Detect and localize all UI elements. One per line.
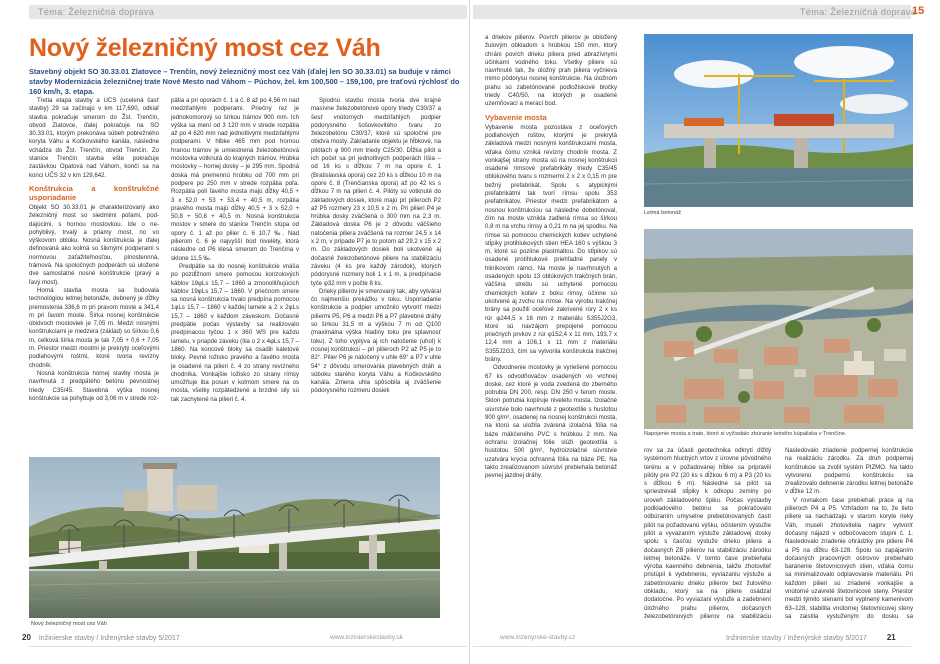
paragraph: rov sa za účasti geotechnika odkrytí dlžitý systémom hlucbých vrtov z úrovne pôvodného terénu a v požadovanej hĺbke sa pripravili pilóty pre P2 (20 ks s dĺžkou 6 m) a P3 (20 ks s dĺžkou 6 m). Následne sa pilót sa spriestrevali stĺpiky k odkopu zeminy po úroveň základového špiku. Počas výstavby podkladového betónu sa pokračovalo odbúraním umyselne prebetónovaných častí pilót na požadovanú výšku, očistením výstužie pilót a vyvazaním výstuže základovej dosky spolu s časťou výstuže drieku piliera a dočasných ZB pilierov na stabilizáciu zárodku letmej betonáže. V tomto čase prebiehala výroba kaenného debnenia, takže zhotoviteľ pristúpil k vydebneniu, vyviazaniu výstuže a zabetónovaniu drieku pilierov bez žulového obkladu, ktorý sa na piliere osádzal dodatočne. Po vyviazaní výstuže a zadebnení úložného prahu pilierov, dočasných železobetónových pilierov na stabilizáciu [644, 447, 771, 620]
issue-left: 5/2017 [158, 635, 180, 642]
column-4 [485, 34, 617, 620]
column-5 [644, 447, 771, 620]
photo-caption-aerial: Napojenie mosta a trate, ktoré si vyžiadalo zbúranie letného kúpaliska v Trenčíne. [644, 431, 847, 437]
article-lead: Stavebný objekt SO 30.33.01 Zlatovce – Trenčín, nový železničný most cez Váh (ďalej len SO 30.33.01) sa buduje v rámci stavby Modernizácia železničnej trate Nové Mesto nad Váhom – Púchov, žel. km 100,500 – 159,100, pre traťovú rýchlosť do 160 km/h, 3. etapa. [29, 67, 460, 97]
page-number-top: 15 [912, 5, 925, 17]
issue-right: 5/2017 [845, 635, 867, 642]
paragraph: Odvodnenie mostovky je vyriešené pomocou 67 ks odvodňovačov osadených vo vrchnej doske, cez ktoré je voda zvedená do zberného potrubia DN 200, resp. DN 250 v ferom moste. Sklon potrubia kopíruje niveletu mosta. Izolačné súvrstvie bolo navrhnuté z geotextílie s hustotou 900 g/m², osadenej na nosnej konštrukcii mosta, na ktorú sa uložila zvárená izolačná fólia na báze mäkčeného PVC s hrúbkou 2 mm. Na ochranu izolačnej fólie slúži geotextília s hustotou 500 g/m², hydroizolačné súvrstvie uzatvára krycia ochranná fólia na báze PE. Na takto zrealizovanom súvrství prebiehala betonáž pevnej jazdnej dráhy. [485, 364, 617, 480]
magazine-name-left: Inžinierske stavby / Inženýrské stavby [38, 635, 157, 642]
aerial-illustration [644, 229, 913, 429]
paragraph: Vybavenie mosta pozostáva z oceľových podlahových roštov, ktorými je prekrytá základová medzi nosnými konštrukciami mosta, vďaka čomu vzniká revízny chodník mosta. Z vonkajšej strany mosta sú na nosnej konštrukcii osadené rímsové prefabrikáty triedy C35/45 oblúkového tvaru s rozmermi 2 x 2 x 0,15 m pre bežný prefabrikát. Spolu s atypickými prefabrikátmi tak tvorí rímsu spolu 353 prefabrikátov. Priestor medzi prefabrikátom a nosnou konštrukciou sa následne dobetónoval, čím na moste vznikla zadlená rímsa so šírkou 0,8 m na vrchu rímsy a 0,21 m na jej spodku. Na rímse sú pomocou chemických kotiev uchytené stĺpiky protihlukových stien HEA 160 s výškou 3 m, ktoré sú poziíne plastmaltou. Do stĺpikov sú osadené protihlukové priehľadné panely v hliníkovom rámci. Na moste je navrhnutých a osadených spolu 13 oblúkových trakčných brán, väčšina stredu sú uchytené pomocou chemických kotiev z boku rímsy, účinne sú ukotvené aj zvchu na rímse. Na výrobu trakčnej brány sa použili oceľové zakrivené rúry 2 x ks rúr φ244,5 x 16 mm z materiálu S355J2G3, ktoré sú navzájom prepojené pomocou priečnych prvkov z rúr φ152,4 x 11 mm, 193,7 x 12,4 mm a 106,1 x 11 mm z materiálu S355J2G3, čím sa vytvorila konštrukcia trakčnej brány. [485, 123, 617, 363]
page-gutter [469, 0, 470, 664]
column-3 [311, 97, 441, 409]
topic-label-left: Téma: Železničná doprava [38, 7, 155, 17]
paragraph: a driekov pilierov. Povrch pilierov je obložený žulovým obkladom s hrúbkou 150 mm, ktorý chráni povrch drieku piliera pred abrazívnymi účinkami vodného toku. Všetky piliere sú navrhnuté tak, že úložný prah piliera vyčnieva mimo pôdorysu nosnej konštrukcie. Na úložnom prahu sú zabetónované podložiskové bločky triedy C40/50, na ktorých je osadené uzemňovací a merací bod. [485, 34, 617, 108]
column-1 [29, 97, 159, 409]
section-heading-equipment: Vybavenie mosta [485, 112, 547, 122]
page-number-left: 20 [22, 633, 31, 642]
paragraph: Spodnú stavbu mosta tvoria dve krajné masívne železobetónové opory triedy C30/37 a šesť vnútorných medziľahlých podpier pódorysného šošovkovitého tvaru zo železobetónu C30/37, ktoré sú spoločné pre obidva mosty. Základanie objektu je hĺbkové, na pilótach φ 900 mm triedy C25/30. Dĺžka pilót a ich počet sa pri jednotlivých podperách líšia – od 16 ks s dĺžkou 7 m na opore č. 1 (Bratislavská opora) cez 20 ks s dĺžkou 10 m na opore č. 8 (Trenčianska opora) až po 42 ks s dĺžkou 7 m na pilieri č. 4. Pilóty sú votknuté do základových dosiek, ktoré majú pri pilieroch P2 až P5 rozmery 23 x 10,5 x 2 m. Pri pilieri P4 je hrúbka dosky zväčšená o 300 mm na 2,3 m. Základová doska P6 je z dôvodu väčšieho natočenia piliera zväčšená na rozmer 24,5 x 14 x 2 m, v prípade P7 je to potom až 29,2 x 15 x 2 m. Do základových dosiek boli ukotvené aj dočasné železobetónové piliere na stabilizáciu záveku (4 ks pre každý zárodok), ktorých pódorysné rozmery boli 1 x 1 m, a predpínacie tyče φ32 mm v počte 8 ks. [311, 97, 441, 287]
footer-right [726, 633, 896, 642]
paragraph: Nasledovalo zriadenie podpernej konštrukcie na realizáciu zárodku. Za druh podpernej konštrukcie sa zvolil systém PIZMO. Na takto vytvorenú podpernú konštrukciu sa zrealizovalo debnenie zárodku letmej betonáže v dĺžke 12 m. [785, 447, 913, 496]
photo-aerial [644, 229, 913, 429]
page-number-right: 21 [886, 633, 896, 642]
website-link-right[interactable]: www.inzenyrske-stavby.cz [500, 634, 576, 641]
column-2 [171, 97, 299, 409]
paragraph: Predpätie sa do nosnej konštrukcie vnáša po pozdĺžnom smere pomocou konzolových káblov 19φLs 15,7 – 1860 a zmonolitňujúcich káblov 19φLs 15,7 – 1860. V priečnom smere sa nosná konštrukcia trvalo predpína pomocou 1φLs 15,7 – 1860 v každej lamele a 2 x 2φLs 15,7 – 1860 v každom záveskom. Dočasné predpätie počas výstavby sa realizovalo predpínacou tyčou 1 x 360 WS pre každú lamelu, v priapde záveku (ília o 2 x 4φLs 15,7 – 1860. Na koncové bloky sa osadili kaletové bloky. Pevné ložisko pravého a ľavého mosta je osadené na pilieri č. 4 zo strany revízneho chodníka. Vonkajšie ložisko zo strany rímsy umožňuje iba posun v kolmom smere na os mosta, všetky rozpätedzené a brzdné sily sú tak zachytené na pilieri č. 4. [171, 262, 299, 403]
footer-rule-right [473, 646, 911, 647]
photo-caption-bridge: Nový železničný most cez Váh [31, 621, 107, 627]
paragraph: Objekt SO 30.33.01 je charakterizovaný ako železničný most so siedmimi poľami, pod-dajúcimi, s hornou mostovkou. Ide o ne-pohyblivý, trvalý a priamy most, no vo výškovom oblúku. Nosná konštrukcia je ďalej definovaná ako kolmá so šikmými podperami s normovou zaťažiteľnosťou, plnostennná, trámová. Na spoločných podperách sú uložené dve samostatné nosné konštrukcie (pravý a ľavý most). [29, 203, 159, 286]
photo-caption-cantilever: Letmá betonáž [644, 210, 682, 216]
article-title: Nový železničný most cez Váh [29, 34, 381, 62]
cantilever-illustration [644, 34, 913, 207]
paragraph: Nosná konštrukcia hornej stavby mosta je navrhnutá z predpätého betónu pevnostnej triedy C35/45. Stavebná výška nosnej konštrukcie sa pohybuje od 3,06 m v strede roz- [29, 369, 159, 402]
photo-cantilever [644, 34, 913, 207]
paragraph: V rovnakom čase prebiehali práce aj na pilieroch P4 a P5. Vzhľadom na to, že tieto piliere sa nachádzajú v starom koryte rieky Váh, museli zhotovitelia najprv vytvoriť dočasný nájazd v odbočovacom stupni č. 1. Nasledovalo zriadenie ohrádzky pre piliere P4 a P5 na dĺžku 63-128. Spolu so zapájaním dočasných pracovných ostrovov prebiehalo baranenie štetovnicových stien, vďaka čomu sa minimalizovalo odplavovanie materiálu. Pri každom pilieri sú zriadené vonkajšie a vnútorné uzavreté štetovnicové steny. Priestor medzi týmito stenami bol vyplnený kamenivom 63–128, stabilita vnútornej štetovnicovej steny sa zaistila vystuženým do dosku sa [785, 496, 913, 620]
photo-bridge-castle [29, 457, 440, 618]
paragraph: pätia a pri oporách č. 1 a č. 8 až po 4,56 m nad medziľahlými podperami. Priečny rez je jednokomorový so šírkou trámov 900 mm. Ich výška sa mení od 3 120 mm v strede rozpätia až po 4 620 mm nad jednotlivými medziľahlými podperami. V hlbke 465 mm pod hornou hranou trámov je umiestnená železobetónová mostovka votknutá do krajných trámov. Hrúbka mostovky – hornej dosky – je 295 mm. Spodná doska má premennú hrúbku od 700 mm pri podpere po 250 mm v strede rozpätia poľa. Rozpätia polí ľavého mosta majú dĺžky 40,5 + 3 x 52,0 + 53 + 53,4 + 40,5 m, rozpätia pravého mosta majú dĺžky 40,5 + 3 x 52,0 + 50,8 + 50,8 + 40,5 m. Nosná konštrukcia mostov v smere do stanice Trenčín stúpa od opory č. 1 až po pilier č. 6 10,7 ‰. Nad pilierom č. 6 je najvyšší bod niveléty, ktorá následne od P6 klesá smerom do Trenčína v sklone 11,5 ‰. [171, 97, 299, 262]
website-link-left[interactable]: www.inzinierskestavby.sk [330, 634, 403, 641]
bridge-castle-illustration [29, 457, 440, 618]
footer-rule-left [29, 646, 467, 647]
paragraph: Drieky pilierov je smerovaný tak, aby vytváral čo najmenšiu prekážku v toku. Usporiadanie konštrukcie a podpier umožnilo vytvoriť medzi piliermi P5, P6 a medzi P6 a P7 plavebné dráhy so šírkou 31,5 m a výškou 7 m od Q100 (maximálna výška hladiny toku pre splavnosť toku). Z toho vyplýva aj ich natočenie (uhol) k nosnej konštrukcii – pri pilieroch P2 až P5 je to 82°. Pilier P6 je natočený v uhle 69° a P7 v uhle 54° z dôvodu smerovania plavebných dráh a súboku starého koryta Váhu a Kočkovského kanála. Zmena uhla spôsobila aj zväčšenie pódorysného rozmeru dosiek [311, 287, 441, 395]
magazine-name-right: Inžinierske stavby / Inženýrské stavby [726, 635, 844, 642]
footer-left [22, 633, 180, 642]
paragraph: Tretia etapa stavby a UČS (ucelená časť stavby) 29 sa začínajú v km 117,690, odkiaľ stavba pokračuje smerom do Žst. Trenčín, obvod Zlatovce, ďalej pokračuje na SO 30.33.01, ktorým prekonáva súbeh pobrežného koryta Váhu a Kočkovského kanála, následne vchádza do Žst. Trenčín, obvod Trenčín. Zo stanice Trenčín stavba ešte pokračuje zastávkou Opatová nad Váhom, končí sa na konci UČS 32 v km 129,642. [29, 97, 159, 179]
section-heading-construction: Konštrukcia a konštrukčné usporiadanie [29, 183, 159, 202]
topic-label-right: Téma: Železničná doprava [800, 7, 917, 17]
paragraph: Horná stavba mosta sa budovala technológiou letmej betonáže, debnený je dĺžky premostenia 336,6 m pri pravom moste a 341,4 m pri ľavom moste. Šírka nosnej konštrukcie obidvoch mostoviek je 7,05 m. Medzi nosnými konštrukciami je medzera (základ) so šírkou 0,6 m, celková šírka mosta je tak 7,05 + 0,6 + 7,05 m. Priestor medzi mostmi je prekrytý oceľovými podlahovými roštmi, ktoré tvoria revízny chodník. [29, 286, 159, 369]
column-6 [785, 447, 913, 620]
